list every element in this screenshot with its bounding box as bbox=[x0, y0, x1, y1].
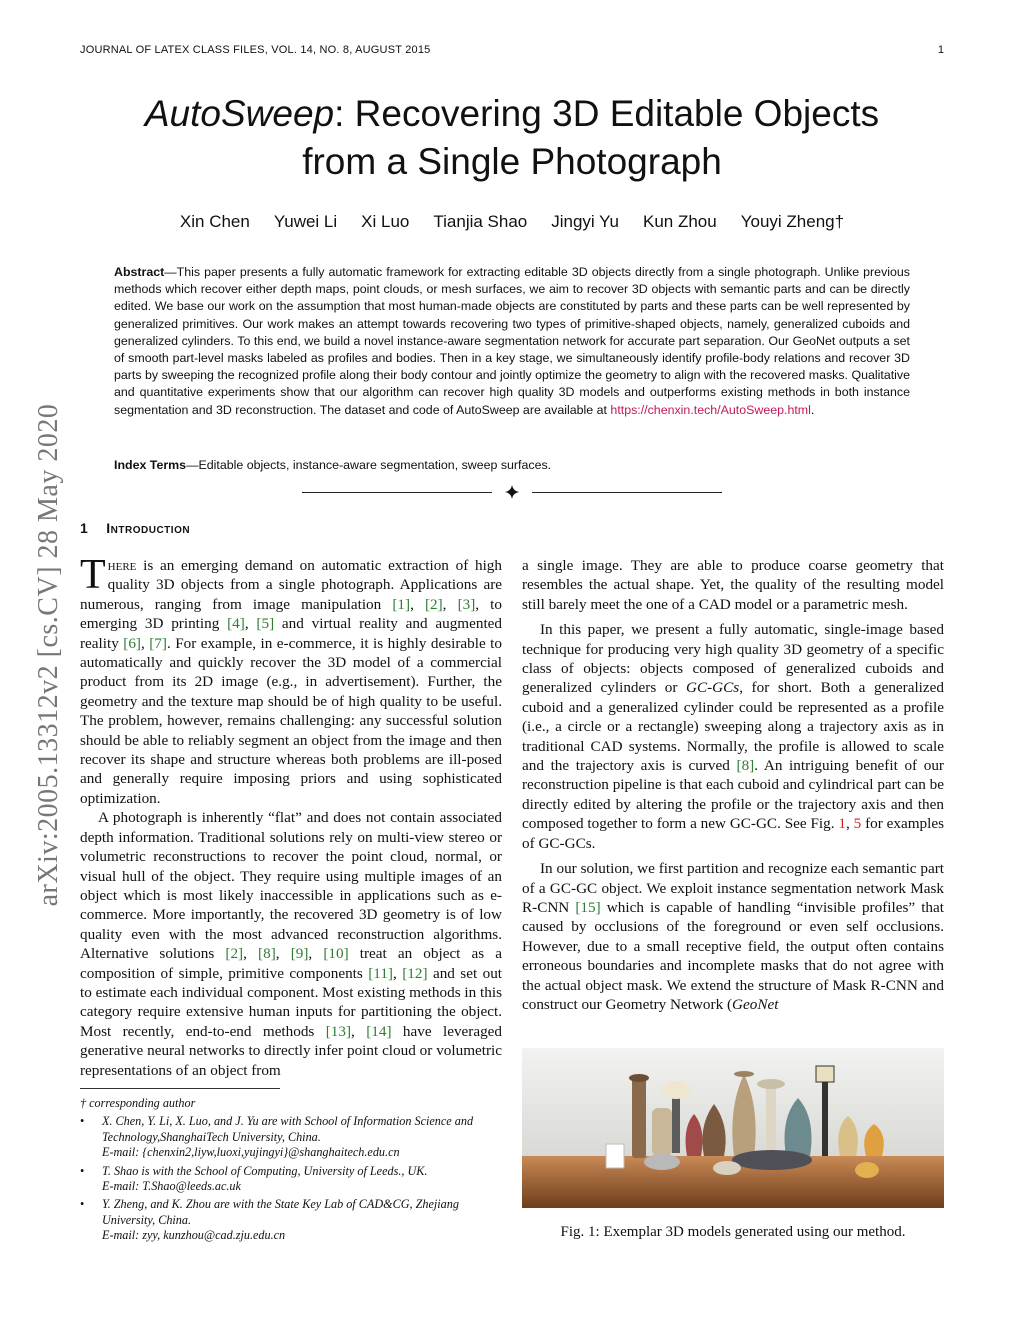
emphasis: GC-GCs bbox=[686, 679, 740, 697]
arxiv-stamp bbox=[20, 340, 78, 970]
abstract-end: . bbox=[810, 402, 815, 417]
text-run: which is capable of handling “invisible profiles” that caused by occlusions of the foreground or even self occlusions. However, due to a small receptive field, the output often contains erroneous boundaries and incomplete masks that do not agree with the actual object mask. We extend the structure of Mask R-CNN and construct our Geometry Network ( bbox=[522, 898, 944, 1013]
figure-ref[interactable]: 5 bbox=[853, 815, 862, 833]
citation[interactable]: [2] bbox=[424, 595, 443, 613]
citation[interactable]: [4] bbox=[227, 615, 245, 633]
citation[interactable]: [15] bbox=[575, 898, 601, 916]
right-column bbox=[522, 556, 944, 1014]
title-line-2: from a Single Photograph bbox=[302, 141, 722, 182]
intro-paragraph-3: a single image. They are able to produce coarse geometry that resembles the actual shape. Yet, the quality of the resulting model still barely meet the one of a CAD model or a parametric mesh. bbox=[522, 557, 944, 613]
text-run: In our solution, we first partition and recognize each semantic part of a GC-GC object. We exploit instance segmentation network Mask R-CNN bbox=[522, 860, 944, 916]
affiliation-item bbox=[80, 1164, 502, 1195]
author: Jingyi Yu bbox=[551, 212, 619, 231]
citation[interactable]: [9] bbox=[290, 945, 309, 963]
intro-paragraph-5 bbox=[522, 859, 944, 1014]
text-run: and virtual reality and augmented reality bbox=[80, 615, 503, 652]
intro-paragraph-1 bbox=[80, 552, 503, 808]
paper-title bbox=[80, 90, 944, 186]
text-run: . For example, in e-commerce, it is highly desirable to automatically and quickly recover the 3D model of a commercial product from its 2D image (e.g., in advertisement). Further, the geometry and the texture map should be of high quality to be useful. The problem, however, remains challenging: any successful solution should be able to reliably segment an object from the image and then recover its shape and structure whereas both problems are ill-posed and generally require imposing priors and using sophisticated optimization. bbox=[80, 634, 502, 807]
sep: , bbox=[140, 634, 150, 652]
citation[interactable]: [1] bbox=[392, 595, 411, 613]
intro-paragraph-2 bbox=[80, 808, 502, 1080]
intro-paragraph-4 bbox=[522, 620, 944, 853]
sep: , bbox=[442, 595, 458, 613]
section-divider bbox=[302, 484, 722, 500]
dataset-link[interactable]: https://chenxin.tech/AutoSweep.html bbox=[610, 402, 811, 417]
divider-line-right bbox=[532, 492, 722, 493]
sep: , bbox=[243, 945, 259, 963]
divider-line-left bbox=[302, 492, 492, 493]
affiliation-line: Y. Zheng, and K. Zhou are with the State Key Lab of CAD&CG, Zhejiang University, China. bbox=[102, 1197, 459, 1227]
left-column bbox=[80, 552, 503, 1080]
text-run: treat an object as a composition of simple, primitive components bbox=[80, 945, 503, 982]
index-terms-label: Index Terms bbox=[114, 458, 187, 472]
index-terms-text: —Editable objects, instance-aware segmentation, sweep surfaces. bbox=[186, 458, 552, 472]
citation[interactable]: [7] bbox=[149, 634, 167, 652]
text-run: In this paper, we present a fully automatic, single-image based technique for producing very high quality 3D geometry of a specific class of objects: objects composed of generalized cuboids and generalized cylinders or bbox=[522, 621, 944, 697]
abstract-dash: — bbox=[164, 265, 177, 279]
text-run: A photograph is inherently “flat” and does not contain associated depth information. Traditional solutions rely on multi-view stereo or volumetric reconstructions to recover the point cloud, normal, or visual hull of the object. They require using multiple images of an object which is most likely inaccessible in applications such as e-commerce. More importantly, the recovered 3D geometry is of low quality even with the most advanced reconstruction algorithms. Alternative solutions bbox=[80, 809, 502, 963]
author: Youyi Zheng† bbox=[740, 212, 845, 231]
index-terms bbox=[114, 458, 910, 472]
author: Xi Luo bbox=[361, 212, 410, 231]
sep: , bbox=[308, 945, 324, 963]
email-line: E-mail: {chenxin2,liyw,luoxi,yujingyi}@shanghaitech.edu.cn bbox=[102, 1145, 400, 1160]
title-line1-rest: : Recovering 3D Editable Objects bbox=[334, 93, 880, 134]
author: Kun Zhou bbox=[642, 212, 717, 231]
citation[interactable]: [10] bbox=[323, 945, 349, 963]
author: Tianjia Shao bbox=[433, 212, 528, 231]
text-run: is an emerging demand on automatic extraction of high quality 3D objects from a single photograph. Applications are numerous, ranging from image manipulation bbox=[80, 557, 502, 613]
footnotes bbox=[80, 1096, 502, 1244]
sep: , bbox=[410, 595, 425, 613]
text-run: for examples of GC-GCs. bbox=[522, 815, 945, 852]
author: Xin Chen bbox=[179, 212, 250, 231]
citation[interactable]: [13] bbox=[325, 1022, 352, 1040]
corresponding-author-note: † corresponding author bbox=[80, 1096, 196, 1110]
sep: , bbox=[351, 1022, 367, 1040]
text-run: and set out to estimate each individual component. Most existing methods in this category require extensive human inputs for partitioning the object. Most recently, end-to-end methods bbox=[80, 964, 503, 1040]
sep: , bbox=[275, 945, 291, 963]
smallcaps-lead: here bbox=[107, 557, 137, 574]
diamond-ornament-icon bbox=[504, 484, 520, 500]
section-title: Introduction bbox=[106, 520, 191, 536]
arxiv-stamp-text: arXiv:2005.13312v2 [cs.CV] 28 May 2020 bbox=[33, 403, 64, 907]
citation[interactable]: [11] bbox=[368, 964, 393, 982]
running-header: JOURNAL OF LATEX CLASS FILES, VOL. 14, NO. 8, AUGUST 2015 bbox=[80, 44, 431, 56]
footnote-rule bbox=[80, 1088, 280, 1089]
emphasis: GeoNet bbox=[732, 995, 779, 1013]
sep: , bbox=[244, 615, 257, 633]
text-run: , for short. Both a generalized cuboid and a generalized cylinder could be represented as a profile (i.e., a circle or a rectangle) sweeping along a trajectory axis as in traditional CAD systems. Normally, the profile is allowed to scale and the trajectory axis is curved bbox=[522, 679, 944, 775]
citation[interactable]: [3] bbox=[457, 595, 476, 613]
sep: , bbox=[846, 815, 854, 833]
sep: , bbox=[392, 964, 403, 982]
citation[interactable]: [14] bbox=[366, 1022, 392, 1040]
bullet: • bbox=[80, 1114, 85, 1129]
email-line: E-mail: T.Shao@leeds.ac.uk bbox=[102, 1179, 241, 1194]
title-italic: AutoSweep bbox=[144, 93, 335, 134]
text-run: have leveraged generative neural networks to directly infer point cloud or volumetric representations of an object from bbox=[80, 1022, 503, 1079]
citation[interactable]: [8] bbox=[736, 757, 755, 775]
affiliation-line: X. Chen, Y. Li, X. Luo, and J. Yu are with School of Information Science and Technology,ShanghaiTech University, China. bbox=[102, 1114, 474, 1144]
figure-caption: Fig. 1: Exemplar 3D models generated using our method. bbox=[560, 1224, 906, 1240]
section-number: 1 bbox=[80, 520, 89, 536]
bullet: • bbox=[80, 1163, 85, 1178]
affiliation-item bbox=[80, 1114, 502, 1160]
text-run: , to emerging 3D printing bbox=[80, 595, 502, 633]
citation[interactable]: [8] bbox=[258, 945, 276, 963]
citation[interactable]: [5] bbox=[256, 615, 275, 633]
bullet: • bbox=[80, 1197, 85, 1212]
figure-ref[interactable]: 1 bbox=[838, 815, 846, 833]
exemplar-models-render bbox=[522, 1048, 944, 1208]
citation[interactable]: [12] bbox=[402, 964, 428, 982]
affiliation-item bbox=[80, 1197, 502, 1243]
affiliation-line: T. Shao is with the School of Computing, University of Leeds., UK. bbox=[102, 1163, 428, 1178]
author-list bbox=[80, 212, 944, 232]
text-run: . An intriguing benefit of our reconstruction pipeline is that each cuboid and cylindrical part can be directly edited by altering the profile or the trajectory axis and then composed together to form a new GC-GC. See Fig. bbox=[522, 757, 944, 833]
dropcap: T bbox=[80, 552, 106, 598]
citation[interactable]: [6] bbox=[123, 634, 141, 652]
section-heading bbox=[80, 520, 190, 536]
figure-1-image bbox=[522, 1048, 944, 1208]
citation[interactable]: [2] bbox=[225, 945, 244, 963]
title-line-1 bbox=[80, 90, 944, 138]
abstract-label: Abstract bbox=[114, 265, 165, 279]
abstract-text: This paper presents a fully automatic framework for extracting editable 3D objects directly from a single photograph. Unlike previous methods which recover either depth maps, point clouds, or mesh surfaces, we aim to recover 3D objects with semantic parts and can be directly edited. We base our work on the assumption that most human-made objects are constituted by parts and these parts can be well represented by generalized primitives. Our work makes an attempt towards recovering two types of primitive-shaped objects, namely, generalized cuboids and generalized cylinders. To this end, we build a novel instance-aware segmentation network for accurate part separation. Our GeoNet outputs a set of smooth part-level masks labeled as profiles and bodies. Then in a key stage, we simultaneously identify profile-body relations and recover 3D parts by sweeping the recognized profile along their body contour and jointly optimize the geometry to align with the recovered masks. Qualitative and quantitative experiments show that our algorithm can recover high quality 3D models and outperforms existing methods in both instance segmentation and 3D reconstruction. The dataset and code of AutoSweep are available at bbox=[114, 265, 910, 417]
abstract bbox=[114, 264, 910, 419]
author: Yuwei Li bbox=[273, 212, 338, 231]
email-line: E-mail: zyy, kunzhou@cad.zju.edu.cn bbox=[102, 1228, 286, 1243]
page-number: 1 bbox=[937, 44, 944, 56]
